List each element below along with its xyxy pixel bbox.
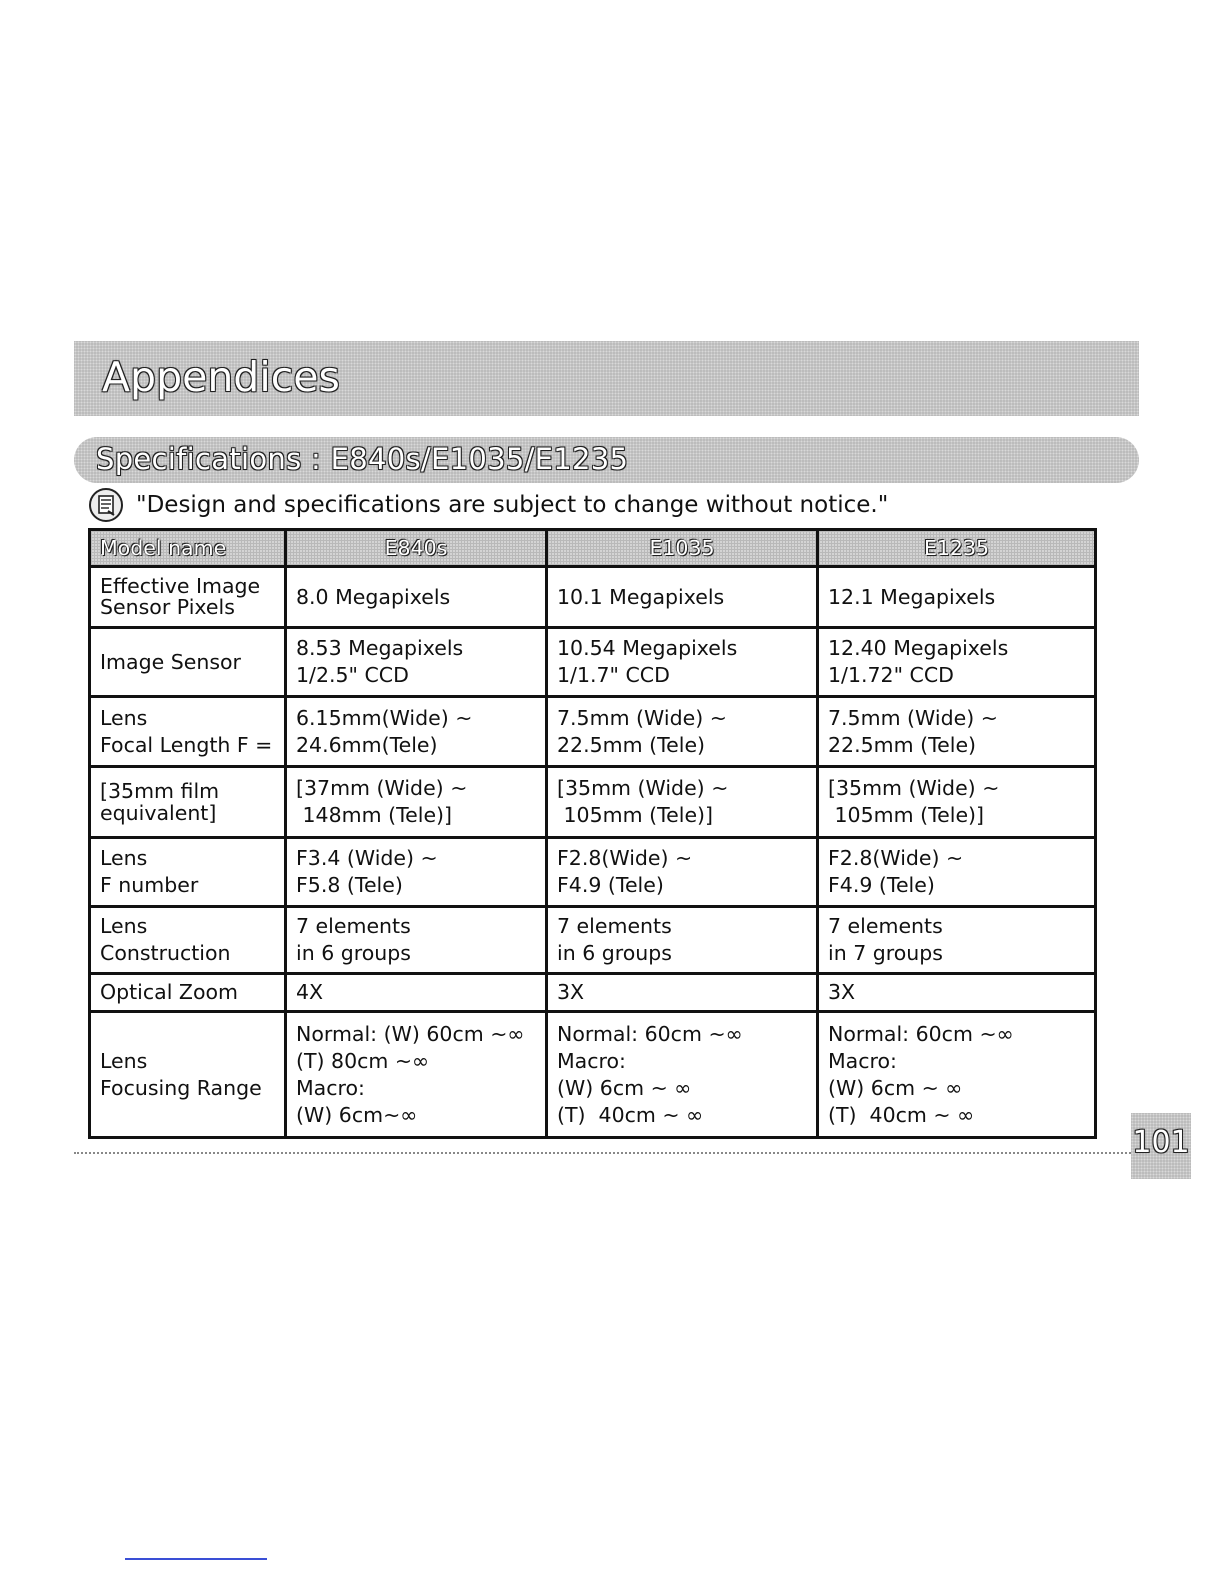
cell-e1235	[818, 628, 1096, 697]
spec-table	[88, 528, 1097, 1139]
cell-line: [35mm (Wide) ~	[557, 776, 729, 800]
label-line: Lens	[100, 914, 148, 938]
cell-line: F4.9 (Tele)	[557, 873, 664, 897]
cell-line: 7.5mm (Wide) ~	[828, 705, 998, 730]
cell-line: F3.4 (Wide) ~	[296, 846, 438, 870]
section-title: Appendices	[102, 353, 340, 401]
note	[88, 487, 888, 523]
cell-line: (W) 6cm ~ ∞	[828, 1075, 963, 1100]
cell-e1235	[818, 907, 1096, 974]
cell-line: Macro:	[296, 1075, 365, 1100]
label-line: [35mm film	[100, 779, 220, 803]
cell-e1235	[818, 1012, 1096, 1138]
table-row	[90, 974, 1096, 1012]
label-line: equivalent]	[100, 801, 217, 825]
table-row	[90, 567, 1096, 628]
cell-line: 105mm (Tele)]	[828, 803, 985, 827]
label-line: Image Sensor	[100, 649, 241, 674]
cell-line: (T) 40cm ~ ∞	[557, 1102, 704, 1127]
section-banner	[74, 341, 1139, 416]
cell-e1035	[547, 838, 818, 907]
cell-e1235	[818, 974, 1096, 1012]
cell-e840s	[286, 697, 547, 767]
cell-line: Macro:	[557, 1048, 626, 1073]
cell-line: 6.15mm(Wide) ~	[296, 705, 473, 730]
cell-e840s	[286, 628, 547, 697]
row-label	[90, 567, 286, 628]
cell-e1035	[547, 907, 818, 974]
cell-line: (W) 6cm~∞	[296, 1102, 418, 1127]
row-label	[90, 838, 286, 907]
label-line: Lens	[100, 1048, 148, 1073]
page-number: 101	[1132, 1125, 1190, 1160]
cell-e840s	[286, 974, 547, 1012]
label-line: Focusing Range	[100, 1075, 262, 1100]
cell-e1035	[547, 567, 818, 628]
cell-e1035	[547, 697, 818, 767]
cell-line: 12.40 Megapixels	[828, 636, 1009, 660]
page-number-badge	[1131, 1113, 1191, 1179]
cell-line: 22.5mm (Tele)	[557, 732, 706, 757]
cell-line: [37mm (Wide) ~	[296, 776, 468, 800]
label-line: Focal Length F =	[100, 732, 273, 757]
cell-e840s	[286, 907, 547, 974]
cell-e1235	[818, 567, 1096, 628]
label-line: Construction	[100, 941, 231, 965]
cell-line: 1/1.72" CCD	[828, 663, 954, 687]
cell-line: Normal: 60cm ~∞	[557, 1021, 743, 1046]
cell-line: Normal: 60cm ~∞	[828, 1021, 1014, 1046]
table-row	[90, 838, 1096, 907]
cell-e840s	[286, 1012, 547, 1138]
table-row	[90, 1012, 1096, 1138]
cell-e840s	[286, 767, 547, 838]
cell-e840s	[286, 567, 547, 628]
cell-e1035	[547, 628, 818, 697]
table-row	[90, 628, 1096, 697]
cell-line: in 6 groups	[296, 941, 411, 965]
footer-rule	[74, 1152, 1139, 1154]
cell-e1035	[547, 767, 818, 838]
cell-line: 8.53 Megapixels	[296, 636, 464, 660]
cell-line: F5.8 (Tele)	[296, 873, 403, 897]
cell-line: in 6 groups	[557, 941, 672, 965]
header-e1035: E1035	[547, 530, 818, 567]
cell-line: F2.8(Wide) ~	[828, 846, 964, 870]
label-line: Effective Image	[100, 574, 261, 598]
cell-line: F4.9 (Tele)	[828, 873, 935, 897]
note-text: "Design and specifications are subject to change without notice."	[136, 492, 889, 518]
cell-line: 3X	[828, 980, 856, 1004]
cell-line: 1/2.5" CCD	[296, 663, 409, 687]
cell-e1035	[547, 974, 818, 1012]
cell-line: (W) 6cm ~ ∞	[557, 1075, 692, 1100]
label-line: Optical Zoom	[100, 980, 239, 1004]
cell-line: 12.1 Megapixels	[828, 584, 996, 609]
cell-line: 10.1 Megapixels	[557, 584, 725, 609]
label-line: Lens	[100, 846, 148, 870]
row-label	[90, 628, 286, 697]
cell-line: in 7 groups	[828, 941, 943, 965]
cell-line: (T) 40cm ~ ∞	[828, 1102, 975, 1127]
row-label	[90, 907, 286, 974]
cell-line: 105mm (Tele)]	[557, 803, 714, 827]
cell-e1235	[818, 838, 1096, 907]
cell-line: 22.5mm (Tele)	[828, 732, 977, 757]
cell-e1035	[547, 1012, 818, 1138]
row-label	[90, 697, 286, 767]
header-e1235: E1235	[818, 530, 1096, 567]
header-model-name: Model name	[90, 530, 286, 567]
footer-link-underline	[125, 1558, 267, 1560]
cell-line: 7 elements	[296, 914, 411, 938]
cell-line: 3X	[557, 980, 585, 1004]
cell-line: 10.54 Megapixels	[557, 636, 738, 660]
cell-line: 148mm (Tele)]	[296, 803, 453, 827]
subsection-title: Specifications : E840s/E1035/E1235	[96, 442, 629, 476]
cell-line: 24.6mm(Tele)	[296, 732, 438, 757]
cell-e1235	[818, 767, 1096, 838]
cell-line: 7 elements	[828, 914, 943, 938]
cell-line: 1/1.7" CCD	[557, 663, 670, 687]
cell-line: [35mm (Wide) ~	[828, 776, 1000, 800]
cell-line: Normal: (W) 60cm ~∞	[296, 1021, 525, 1046]
header-e840s: E840s	[286, 530, 547, 567]
label-line: Lens	[100, 705, 148, 730]
cell-e1235	[818, 697, 1096, 767]
label-line: Sensor Pixels	[100, 595, 235, 619]
cell-line: Macro:	[828, 1048, 897, 1073]
table-row	[90, 697, 1096, 767]
cell-line: F2.8(Wide) ~	[557, 846, 693, 870]
table-row	[90, 907, 1096, 974]
row-label	[90, 1012, 286, 1138]
label-line: F number	[100, 873, 199, 897]
cell-line: 7 elements	[557, 914, 672, 938]
cell-line: (T) 80cm ~∞	[296, 1048, 430, 1073]
cell-line: 8.0 Megapixels	[296, 584, 451, 609]
subsection-banner	[74, 437, 1139, 483]
row-label	[90, 767, 286, 838]
note-icon	[88, 487, 124, 523]
cell-e840s	[286, 838, 547, 907]
table-row	[90, 767, 1096, 838]
table-header-row	[90, 530, 1096, 567]
cell-line: 4X	[296, 980, 324, 1004]
row-label	[90, 974, 286, 1012]
cell-line: 7.5mm (Wide) ~	[557, 705, 727, 730]
